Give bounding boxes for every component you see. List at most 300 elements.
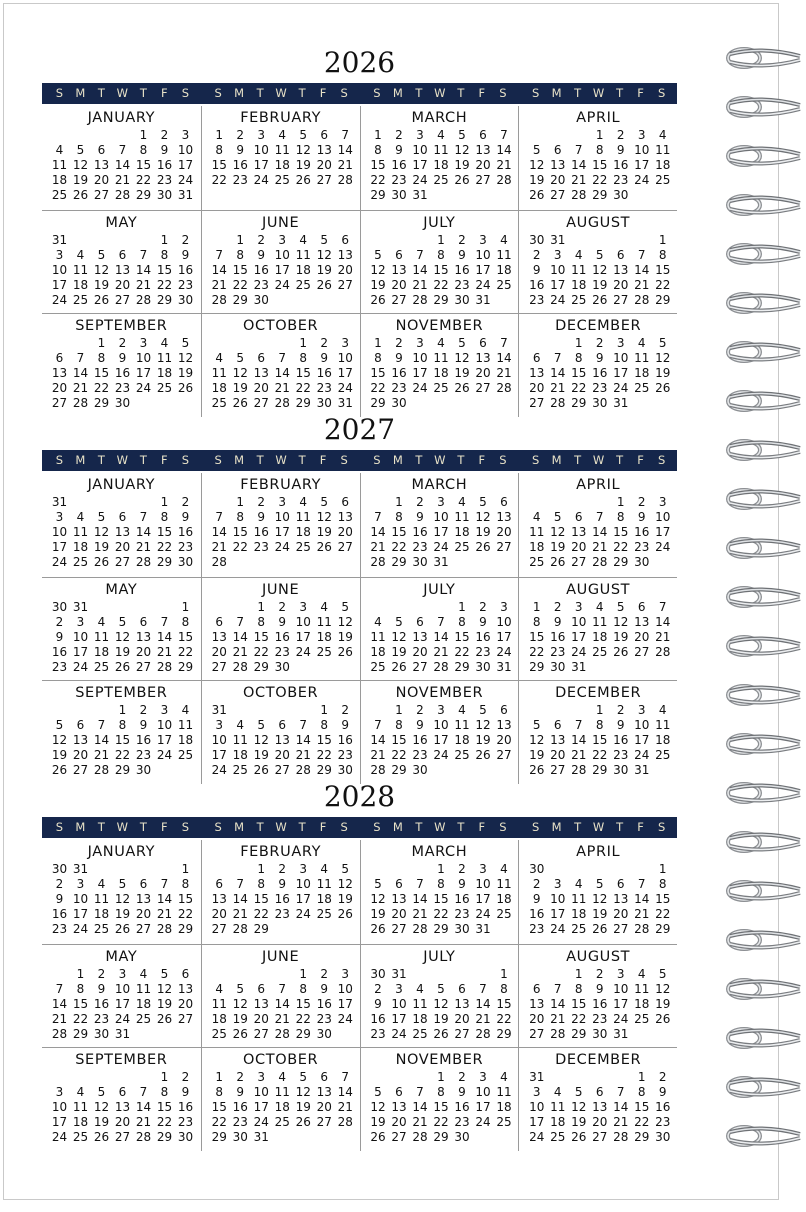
- day-cell: 13: [337, 247, 353, 262]
- month-may: [42, 577, 201, 681]
- weekday-letter: S: [214, 820, 223, 834]
- day-cell: 12: [433, 996, 449, 1011]
- day-cell: 8: [118, 718, 127, 732]
- day-cell: 13: [391, 262, 407, 277]
- day-cell: 16: [316, 996, 332, 1011]
- day-cell: [70, 233, 91, 248]
- weekday-letter: F: [637, 86, 645, 100]
- day-cell: 18: [496, 892, 512, 906]
- day-cell: 20: [72, 748, 89, 762]
- day-cell: 13: [253, 366, 269, 380]
- day-cell: 5: [374, 1085, 382, 1099]
- day-cell: 11: [454, 718, 470, 732]
- day-cell: 4: [437, 336, 445, 350]
- day-cell: 3: [257, 128, 266, 142]
- day-cell: 11: [72, 1100, 89, 1114]
- day-cell: 23: [51, 922, 68, 936]
- weekday-letter: M: [392, 453, 404, 467]
- day-cell: 14: [337, 1085, 353, 1099]
- day-cell: 9: [416, 718, 424, 732]
- day-cell: [209, 862, 230, 877]
- day-cell: 25: [211, 1026, 227, 1041]
- weekday-letter: T: [256, 820, 264, 834]
- weekday-letter: M: [551, 453, 562, 467]
- day-cell: 19: [295, 1100, 311, 1114]
- day-cell: 30: [391, 396, 407, 410]
- day-cell: 11: [93, 629, 110, 644]
- day-cell: 5: [299, 1070, 308, 1084]
- day-cell: 12: [72, 158, 89, 172]
- day-cell: 10: [51, 262, 68, 277]
- day-cell: 13: [316, 1085, 332, 1099]
- day-cell: 4: [181, 703, 190, 717]
- day-cell: 27: [550, 763, 566, 777]
- day-cell: 10: [135, 351, 152, 365]
- weekday-letter: S: [499, 453, 507, 467]
- weekday-group: [42, 450, 201, 471]
- day-cell: 6: [118, 1085, 127, 1099]
- day-cell: 14: [274, 996, 290, 1011]
- day-cell: 13: [135, 892, 152, 906]
- day-cell: 10: [655, 510, 671, 524]
- day-cell: 10: [72, 892, 89, 906]
- day-cell: [133, 233, 154, 248]
- day-cell: 21: [412, 907, 428, 921]
- day-cell: 1: [76, 966, 85, 981]
- day-cell: [209, 967, 230, 982]
- day-cell: 8: [532, 614, 541, 629]
- month-february: [201, 473, 360, 577]
- day-cell: 24: [295, 907, 311, 921]
- day-cell: 23: [454, 277, 470, 292]
- day-cell: 11: [592, 614, 608, 629]
- day-cell: 2: [374, 981, 382, 996]
- day-cell: 18: [211, 1011, 227, 1026]
- day-cell: 7: [437, 614, 445, 629]
- day-cell: 20: [114, 277, 131, 292]
- day-cell: 26: [93, 1130, 110, 1144]
- day-grid: [202, 233, 360, 308]
- day-cell: 10: [475, 1085, 491, 1099]
- day-cell: 24: [634, 748, 650, 762]
- day-cell: [70, 128, 91, 143]
- day-cell: 28: [496, 173, 512, 187]
- day-cell: 29: [391, 763, 407, 777]
- day-cell: 22: [295, 381, 311, 395]
- day-cell: 1: [395, 703, 403, 717]
- day-cell: 29: [496, 1026, 512, 1041]
- day-cell: 3: [616, 966, 625, 981]
- day-cell: 21: [156, 907, 173, 921]
- day-cell: [410, 1070, 431, 1085]
- day-cell: 13: [454, 996, 470, 1011]
- day-cell: 14: [634, 892, 650, 906]
- day-cell: 14: [571, 733, 587, 747]
- day-cell: 26: [454, 173, 470, 187]
- day-cell: [112, 862, 133, 877]
- day-cell: 23: [412, 748, 428, 762]
- day-cell: 23: [391, 173, 407, 187]
- day-cell: 19: [550, 540, 566, 554]
- day-cell: 21: [433, 644, 449, 659]
- day-cell: 9: [181, 510, 190, 524]
- day-cell: 14: [571, 158, 587, 172]
- day-cell: 17: [634, 158, 650, 172]
- day-cell: 2: [160, 128, 169, 142]
- day-cell: 23: [454, 1115, 470, 1129]
- day-cell: 4: [637, 336, 646, 350]
- day-cell: 28: [613, 1130, 629, 1144]
- day-cell: 28: [211, 292, 227, 307]
- day-cell: [610, 1070, 631, 1085]
- day-cell: 5: [595, 247, 604, 262]
- day-cell: 10: [475, 877, 491, 891]
- day-cell: 7: [139, 510, 148, 524]
- day-cell: 21: [337, 1100, 353, 1114]
- day-cell: 19: [253, 748, 269, 762]
- weekday-letter: S: [499, 820, 507, 834]
- day-grid: [519, 233, 677, 308]
- day-cell: 31: [51, 232, 68, 247]
- day-cell: 7: [55, 981, 64, 996]
- day-cell: 30: [529, 232, 545, 247]
- weekday-letter: T: [415, 820, 423, 834]
- day-cell: 21: [655, 629, 671, 644]
- day-cell: 24: [550, 922, 566, 936]
- day-cell: 1: [139, 128, 148, 142]
- month-march: [360, 840, 519, 944]
- day-cell: 6: [553, 718, 562, 732]
- day-cell: 14: [412, 262, 428, 277]
- spiral-coil-icon: [722, 534, 802, 562]
- day-cell: 7: [574, 143, 583, 157]
- day-cell: 3: [341, 336, 350, 350]
- day-cell: [568, 128, 589, 143]
- day-cell: 14: [475, 996, 491, 1011]
- spiral-coil-icon: [722, 44, 802, 72]
- day-cell: 13: [316, 143, 332, 157]
- weekday-letter: S: [214, 86, 223, 100]
- day-cell: 20: [316, 158, 332, 172]
- day-cell: 22: [211, 1115, 227, 1129]
- month-name: JUNE: [261, 948, 300, 965]
- day-cell: 29: [72, 1026, 89, 1041]
- day-cell: 8: [374, 143, 382, 157]
- day-cell: [154, 600, 175, 615]
- day-cell: 9: [532, 262, 541, 277]
- day-cell: 29: [232, 292, 248, 307]
- day-cell: 7: [616, 1085, 625, 1099]
- day-cell: 27: [454, 1026, 470, 1041]
- day-cell: 3: [416, 128, 424, 142]
- day-cell: 16: [316, 366, 332, 380]
- month-april: [518, 840, 677, 944]
- day-cell: 25: [454, 748, 470, 762]
- day-cell: 10: [412, 351, 428, 365]
- day-cell: 12: [232, 366, 248, 380]
- day-cell: 2: [320, 966, 329, 981]
- day-cell: 22: [211, 173, 227, 187]
- month-october: [201, 1047, 360, 1151]
- day-cell: 6: [479, 336, 487, 350]
- weekday-letter: S: [340, 820, 349, 834]
- weekday-letter: T: [256, 86, 264, 100]
- day-cell: 27: [613, 292, 629, 307]
- day-cell: 4: [299, 495, 308, 509]
- day-cell: 23: [316, 1011, 332, 1026]
- day-cell: 10: [337, 351, 353, 365]
- day-cell: 14: [634, 262, 650, 277]
- day-cell: 15: [295, 366, 311, 380]
- day-cell: 15: [571, 366, 587, 380]
- day-cell: 3: [658, 495, 667, 509]
- day-cell: 18: [316, 892, 332, 906]
- day-cell: 11: [177, 718, 194, 732]
- day-cell: 5: [320, 232, 329, 247]
- day-cell: 23: [114, 381, 131, 395]
- day-cell: 4: [500, 1070, 508, 1084]
- day-cell: 24: [72, 659, 89, 674]
- day-cell: 31: [571, 659, 587, 674]
- day-cell: 29: [156, 292, 173, 307]
- day-cell: 1: [658, 232, 667, 247]
- day-cell: 20: [316, 1100, 332, 1114]
- spiral-coil-icon: [722, 191, 802, 219]
- day-cell: 1: [595, 128, 604, 142]
- day-grid: [519, 495, 677, 570]
- day-cell: [230, 336, 251, 351]
- day-cell: 4: [458, 495, 466, 509]
- day-cell: 9: [55, 629, 64, 644]
- day-cell: 22: [433, 1115, 449, 1129]
- day-cell: 22: [655, 907, 671, 921]
- weekday-letter: T: [616, 86, 624, 100]
- day-cell: 5: [437, 981, 445, 996]
- day-cell: 7: [416, 247, 424, 262]
- day-cell: 17: [253, 1100, 269, 1114]
- day-grid: [42, 233, 201, 308]
- day-cell: 12: [337, 877, 353, 891]
- day-cell: 4: [97, 614, 106, 629]
- day-cell: 9: [341, 718, 350, 732]
- day-cell: 2: [55, 877, 64, 891]
- day-cell: 24: [475, 907, 491, 921]
- day-cell: 9: [320, 351, 329, 365]
- day-cell: 8: [595, 718, 604, 732]
- day-cell: 8: [437, 1085, 445, 1099]
- day-cell: 4: [215, 981, 224, 996]
- day-cell: 12: [295, 1085, 311, 1099]
- day-cell: 22: [232, 277, 248, 292]
- weekday-group: [360, 817, 519, 838]
- day-cell: 23: [592, 381, 608, 395]
- day-cell: [610, 862, 631, 877]
- day-cell: 9: [236, 143, 245, 157]
- spiral-coil-icon: [722, 93, 802, 121]
- day-cell: 12: [370, 1100, 386, 1114]
- day-cell: 4: [500, 232, 508, 247]
- day-cell: 9: [595, 981, 604, 996]
- day-cell: 1: [637, 1070, 646, 1084]
- day-cell: [526, 495, 547, 510]
- day-cell: 12: [592, 892, 608, 906]
- day-cell: [547, 862, 568, 877]
- month-name: JANUARY: [87, 844, 156, 860]
- day-cell: 21: [135, 540, 152, 554]
- day-cell: [368, 233, 389, 248]
- weekday-header-bar: [42, 83, 677, 104]
- month-name: FEBRUARY: [240, 477, 322, 493]
- weekday-letter: M: [551, 820, 562, 834]
- day-cell: 14: [156, 892, 173, 906]
- day-cell: 24: [211, 763, 227, 777]
- day-cell: 16: [454, 1100, 470, 1114]
- day-cell: 12: [177, 351, 194, 365]
- day-cell: 25: [135, 1011, 152, 1026]
- day-cell: [473, 967, 494, 982]
- day-cell: 5: [118, 877, 127, 891]
- day-cell: 2: [320, 336, 329, 350]
- day-cell: 3: [500, 599, 508, 614]
- day-cell: 5: [257, 718, 266, 732]
- day-cell: 25: [634, 1011, 650, 1026]
- day-cell: 27: [253, 1026, 269, 1041]
- day-cell: 23: [253, 277, 269, 292]
- day-cell: 3: [479, 1070, 487, 1084]
- weekday-group: [518, 817, 677, 838]
- day-cell: 20: [51, 381, 68, 395]
- day-cell: 30: [51, 862, 68, 876]
- weekday-letter: F: [161, 453, 168, 467]
- day-cell: 22: [72, 1011, 89, 1026]
- day-cell: 27: [114, 292, 131, 307]
- day-cell: 5: [341, 862, 350, 876]
- weekday-letter: M: [75, 453, 86, 467]
- day-cell: [230, 967, 251, 982]
- day-cell: 12: [370, 892, 386, 906]
- day-cell: 2: [118, 336, 127, 350]
- day-cell: 27: [391, 922, 407, 936]
- day-cell: 31: [475, 922, 491, 936]
- day-cell: 23: [613, 748, 629, 762]
- day-cell: 20: [613, 277, 629, 292]
- day-cell: 23: [274, 907, 290, 921]
- day-cell: 25: [274, 173, 290, 187]
- day-cell: 22: [232, 540, 248, 554]
- day-cell: 16: [253, 525, 269, 539]
- day-cell: 27: [529, 1026, 545, 1041]
- day-cell: 29: [433, 292, 449, 307]
- day-cell: 26: [592, 292, 608, 307]
- day-cell: 20: [529, 381, 545, 395]
- month-june: [201, 577, 360, 681]
- day-cell: 24: [114, 1011, 131, 1026]
- day-cell: 10: [253, 1085, 269, 1099]
- day-cell: 26: [475, 748, 491, 762]
- day-cell: 15: [156, 262, 173, 277]
- day-cell: 28: [550, 396, 566, 410]
- day-cell: 22: [177, 907, 194, 921]
- day-cell: 6: [118, 247, 127, 262]
- day-cell: 25: [316, 644, 332, 659]
- day-cell: 31: [496, 659, 512, 674]
- day-cell: 11: [316, 877, 332, 891]
- day-cell: 30: [655, 1130, 671, 1144]
- day-cell: 16: [177, 525, 194, 539]
- day-cell: 28: [496, 381, 512, 395]
- day-cell: 31: [253, 1130, 269, 1144]
- day-cell: 14: [232, 892, 248, 906]
- day-cell: 17: [613, 996, 629, 1011]
- day-cell: 7: [215, 510, 224, 524]
- day-cell: 11: [571, 262, 587, 277]
- day-cell: [589, 862, 610, 877]
- day-cell: 28: [370, 763, 386, 777]
- day-cell: 18: [316, 629, 332, 644]
- day-cell: 20: [93, 173, 110, 187]
- day-cell: 12: [232, 996, 248, 1011]
- day-cell: 26: [316, 277, 332, 292]
- day-cell: 5: [395, 614, 403, 629]
- day-cell: 14: [93, 733, 110, 747]
- day-cell: 13: [114, 525, 131, 539]
- day-cell: [49, 336, 70, 351]
- day-cell: [251, 967, 272, 982]
- day-cell: 10: [496, 614, 512, 629]
- day-cell: 11: [496, 247, 512, 262]
- weekday-letter: T: [616, 820, 624, 834]
- day-cell: 27: [93, 188, 110, 202]
- day-cell: 25: [571, 922, 587, 936]
- day-cell: 10: [253, 143, 269, 157]
- day-cell: 13: [135, 629, 152, 644]
- day-cell: 30: [316, 396, 332, 410]
- day-cell: 11: [295, 510, 311, 524]
- day-cell: 1: [595, 703, 604, 717]
- weekday-letter: T: [97, 820, 106, 834]
- day-cell: 23: [655, 1115, 671, 1129]
- day-cell: 19: [114, 644, 131, 659]
- month-july: [360, 577, 519, 681]
- day-cell: 30: [51, 599, 68, 614]
- day-cell: 20: [337, 525, 353, 539]
- day-cell: 18: [454, 525, 470, 539]
- day-cell: 8: [437, 247, 445, 262]
- day-cell: 28: [412, 292, 428, 307]
- day-cell: 29: [655, 292, 671, 307]
- day-cell: 5: [479, 703, 487, 717]
- month-december: [518, 313, 677, 417]
- day-cell: 22: [613, 540, 629, 554]
- day-cell: 12: [316, 510, 332, 524]
- day-cell: [547, 128, 568, 143]
- day-grid: [202, 1070, 360, 1145]
- day-cell: 2: [479, 599, 487, 614]
- day-cell: 11: [655, 143, 671, 157]
- day-cell: 3: [181, 128, 190, 142]
- day-cell: 21: [211, 540, 227, 554]
- day-cell: 6: [97, 143, 106, 157]
- spiral-coil-icon: [722, 583, 802, 611]
- month-name: DECEMBER: [555, 685, 642, 701]
- day-grid: [202, 336, 360, 411]
- day-cell: 3: [76, 614, 85, 629]
- day-cell: 12: [655, 351, 671, 365]
- day-cell: 17: [156, 733, 173, 747]
- day-cell: 1: [616, 495, 625, 509]
- day-cell: 13: [529, 366, 545, 380]
- day-cell: 27: [337, 277, 353, 292]
